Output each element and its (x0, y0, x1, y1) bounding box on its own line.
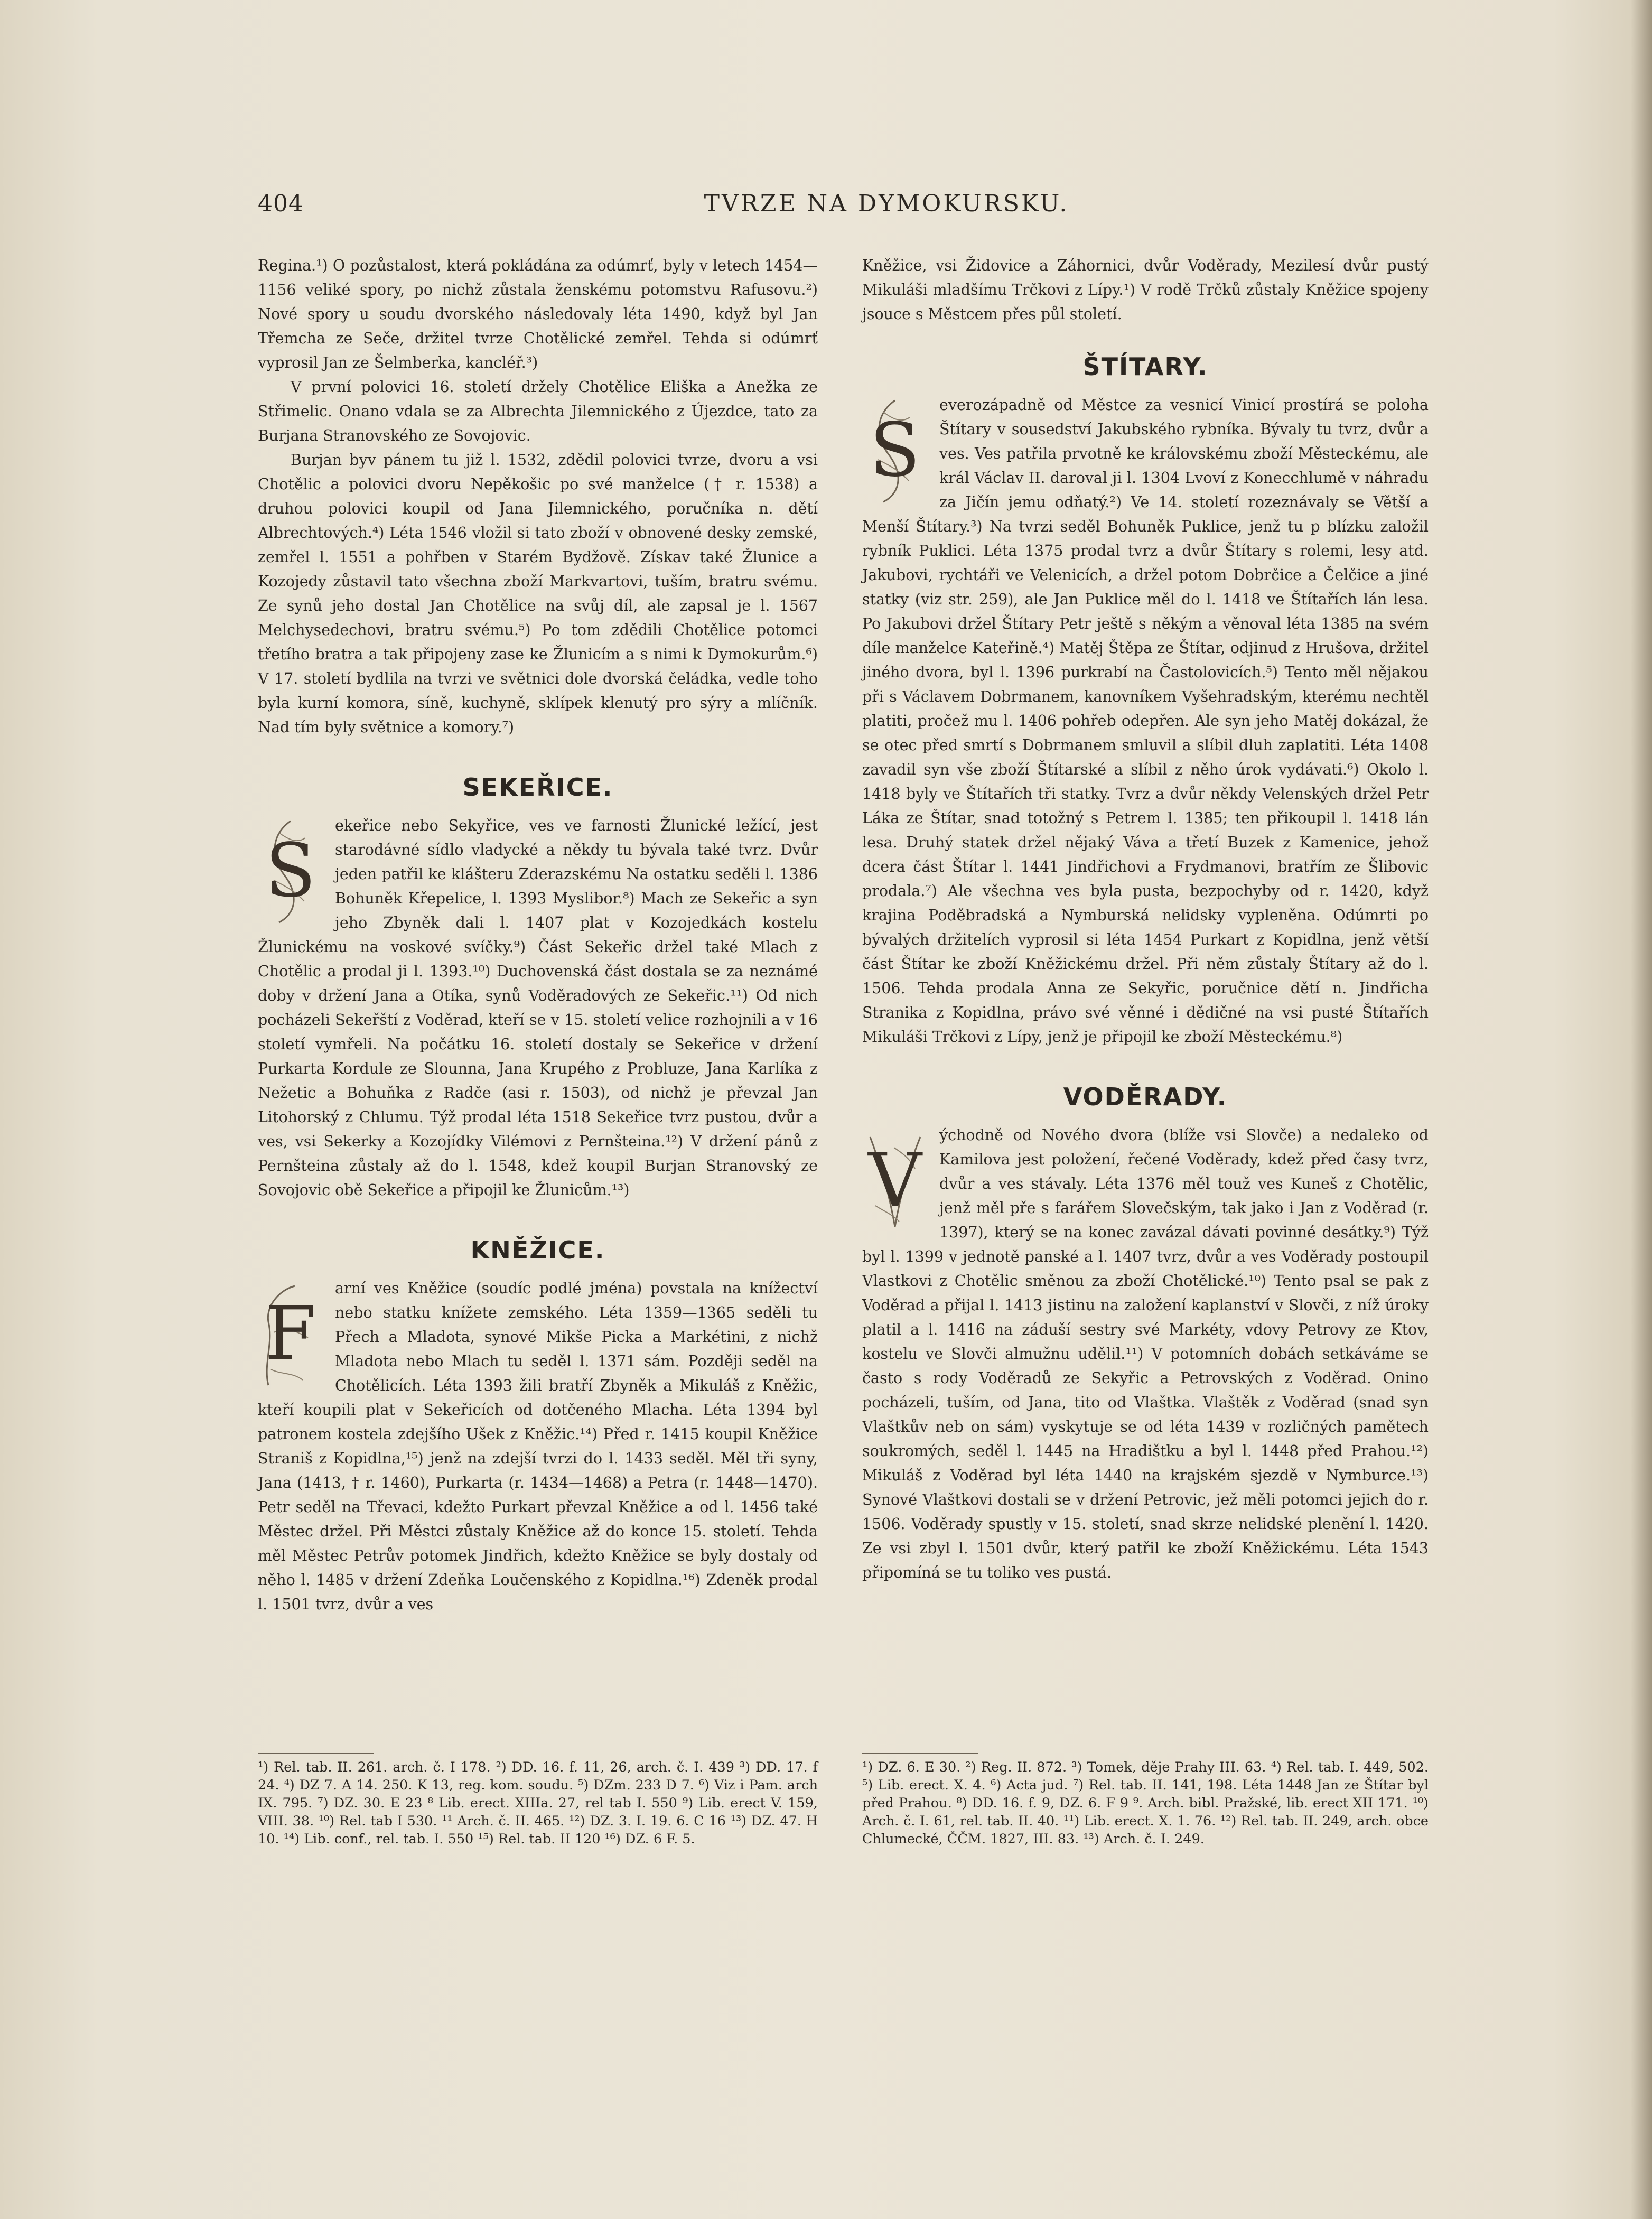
section-title-voderady: VODĚRADY. (1063, 1083, 1228, 1111)
ornamental-initial-s (258, 817, 323, 928)
paragraph: arní ves Kněžice (soudíc podlé jména) povstala na knížectví nebo statku knížete zemského. Léta 1359—1365 seděli tu Přech a Mladota, synové Mikše Picka a Markétini, z nichž Mladota nebo Mlach tu seděl l. 1371 sám. Později seděl na Chotělicích. Léta 1393 žili bratří Zbyněk a Mikuláš z Kněžic, kteří koupili plat v Sekeřicích od dotčeného Mlacha. Léta 1394 byl patronem kostela zdejšího Ušek z Kněžic.¹⁴) Před r. 1415 koupil Kněžice Straniš z Kopidlna,¹⁵) jenž na zdejší tvrzi do l. 1433 seděl. Měl tři syny, Jana (1413, † r. 1460), Purkarta (r. 1434—1468) a Petra (r. 1448—1470). Petr seděl na Třevaci, kdežto Purkart převzal Kněžice a od l. 1456 také Městec držel. Při Městci zůstaly Kněžice až do konce 15. století. Tehda měl Městec Petrův potomek Jindřich, kdežto Kněžice se byly dostaly od něho l. 1485 v držení Zdeňka Loučenského z Kopidlna.¹⁶) Zdeněk prodal l. 1501 tvrz, dvůr a ves (258, 1280, 818, 1613)
svg-text:S: S (870, 407, 920, 493)
left-column (258, 254, 818, 1617)
ornamental-initial-s (862, 396, 928, 507)
paragraph: Regina.¹) O pozůstalost, která pokládána za odúmrť, byly v letech 1454—1156 veliké spory, po nichž zůstala ženskému potomstvu Rafusovu.²) Nové spory u soudu dvorského následovaly léta 1490, když byl Jan Třemcha ze Seče, držitel tvrze Chotělické zemřel. Tehda si odúmrť vyprosil Jan ze Šelmberka, kancléř.³) (258, 257, 818, 371)
right-column (862, 254, 1429, 1585)
footnote-rule (258, 1753, 374, 1754)
footnotes-left: ¹) Rel. tab. II. 261. arch. č. I 178. ²) DD. 16. f. 11, 26, arch. č. I. 439 ³) DD. 17. f 24. ⁴) DZ 7. A 14. 250. K 13, reg. kom. soudu. ⁵) DZm. 233 D 7. ⁶) Viz i Pam. arch IX. 795. ⁷) DZ. 30. E 23 ⁸ Lib. erect. XIIIa. 27, rel tab I. 550 ⁹) Lib. erect V. 159, VIII. 38. ¹⁰) Rel. tab I 530. ¹¹ Arch. č. II. 465. ¹²) DZ. 3. I. 19. 6. C 16 ¹³) DZ. 47. H 10. ¹⁴) Lib. conf., rel. tab. I. 550 ¹⁵) Rel. tab. II 120 ¹⁶) DZ. 6 F. 5. (258, 1759, 818, 1847)
paragraph: everozápadně od Městce za vesnicí Vinicí prostírá se poloha Štítary v sousedství Jakubského rybníka. Bývaly tu tvrz, dvůr a ves. Ves patřila prvotně ke královskému zboží Městeckému, ale král Václav II. daroval ji l. 1304 Lvoví z Konecchlumě v náhradu za Jičín jemu odňatý.²) Ve 14. století rozeznávaly se Větší a Menší Štítary.³) Na tvrzi seděl Bohuněk Puklice, jenž tu p blízku založil rybník Puklici. Léta 1375 prodal tvrz a dvůr Štítary s rolemi, lesy atd. Jakubovi, rychtáři ve Velenicích, a držel potom Dobrčice a Čelčice a jiné statky (viz str. 259), ale Jan Puklice měl do l. 1418 ve Štítařích lán lesa. Po Jakubovi držel Štítary Petr ještě s někým a věnoval léta 1385 na svém díle manželce Kateřině.⁴) Matěj Štěpa ze Štítar, odjinud z Hrušova, držitel jiného dvora, byl l. 1396 purkrabí na Častolovicích.⁵) Tento měl nějakou při s Václavem Dobrmanem, kanovníkem Vyšehradským, kterému nechtěl platiti, pročež mu l. 1406 pohřeb odepřen. Ale syn jeho Matěj dokázal, že se otec před smrtí s Dobrmanem smluvil a slíbil dluh zaplatiti. Léta 1408 zavadil syn vše zboží Štítarské a slíbil z něho úrok vydávati.⁶) Okolo l. 1418 byly ve Štítařích tři statky. Tvrz a dvůr někdy Velenských držel Petr Láka ze Štítar, snad totožný s Petrem l. 1385; ten přikoupil l. 1418 lán lesa. Druhý statek držel nějaký Váva a třetí Buzek z Kamenice, jehož dcera část Štítar l. 1441 Jindřichovi a Frydmanovi, bratřím ze Šlibovic prodala.⁷) Ale všechna ves byla pusta, bezpochyby od r. 1420, když krajina Poděbradská a Nymburská nelidsky vypleněna. Odúmrti po bývalých držitelích vyprosil si léta 1454 Purkart z Kopidlna, jenž větší část Štítar ke zboží Kněžickému držel. Při něm zůstaly Štítary až do l. 1506. Tehda prodala Anna ze Sekyřic, poručnice dětí n. Jindřicha Stranika z Kopidlna, právo své věnné i dědičné na vsi pusté Štítařích Mikuláši Trčkovi z Lípy, jenž je připojil ke zboží Městeckému.⁸) (862, 396, 1429, 1046)
paragraph: Burjan byv pánem tu již l. 1532, zdědil polovici tvrze, dvoru a vsi Chotělic a polovici dvoru Nepěkošic po své manželce († r. 1538) a druhou polovici koupil od Jana Jilemnického, poručníka n. dětí Albrechtových.⁴) Léta 1546 vložil si tato zboží v obnovené desky zemské, zemřel l. 1551 a pohřben v Starém Bydžově. Získav také Žlunice a Kozojedy zůstavil tato všechna zboží Markvartovi, tuším, bratru svému. Ze synů jeho dostal Jan Chotělice na svůj díl, ale zapsal je l. 1567 Melchysedechovi, bratru svému.⁵) Po tom zdědili Chotělice potomci třetího bratra a tak připojeny zase ke Žlunicím a s nimi k Dymokurům.⁶) V 17. století bydlila na tvrzi ve světnici dole dvorská čeládka, vedle toho byla kurní komora, síně, kuchyně, sklípek klenutý pro sýry a mlíčník. Nad tím byly světnice a komory.⁷) (258, 451, 818, 736)
running-title: TVRZE NA DYMOKURSKU. (704, 190, 1069, 217)
paragraph: ekeřice nebo Sekyřice, ves ve farnosti Žlunické ležící, jest starodávné sídlo vladycké a někdy tu bývala také tvrz. Dvůr jeden patřil ke klášteru Zderazskému Na ostatku seděli l. 1386 Bohuněk Křepelice, l. 1393 Myslibor.⁸) Mach ze Sekeřic a syn jeho Zbyněk dali l. 1407 plat v Kozojedkách kostelu Žlunickému na voskové svíčky.⁹) Část Sekeřic držel také Mlach z Chotělic a prodal ji l. 1393.¹⁰) Duchovenská část dostala se za neznámé doby v držení Jana a Otíka, synů Voděradových ze Sekeřic.¹¹) Od nich pocházeli Sekeřští z Voděrad, kteří se v 15. století velice rozhojnili a v 16 století vymřeli. Na počátku 16. století dostaly se Sekeřice v držení Purkarta Kordule ze Slounna, Jana Krupého z Probluze, Jana Karlíka z Nežetic a Bohuňka z Radče (asi r. 1503), od nichž je převzal Jan Litohorský z Chlumu. Týž prodal léta 1518 Sekeřice tvrz pustou, dvůr a ves, vsi Sekerky a Kozojídky Vilémovi z Pernšteina.¹²) V držení pánů z Pernšteina zůstaly až do l. 1548, kdež koupil Burjan Stranovský ze Sovojovic obě Sekeřice a připojil ke Žlunicům.¹³) (258, 817, 818, 1199)
svg-text:F: F (265, 1291, 316, 1377)
running-head (258, 190, 1515, 222)
svg-text:V: V (868, 1138, 922, 1224)
section-title-knezice: KNĚŽICE. (470, 1236, 605, 1264)
section-title-sekerice: SEKEŘICE. (462, 773, 613, 801)
footnote-rule (862, 1753, 978, 1754)
section-title-stitary: ŠTÍTARY. (1082, 352, 1208, 381)
page-number: 404 (258, 190, 304, 217)
footnotes-right: ¹) DZ. 6. E 30. ²) Reg. II. 872. ³) Tomek, děje Prahy III. 63. ⁴) Rel. tab. I. 449, 502. ⁵) Lib. erect. X. 4. ⁶) Acta jud. ⁷) Rel. tab. II. 141, 198. Léta 1448 Jan ze Štítar byl před Prahou. ⁸) DD. 16. f. 9, DZ. 6. F 9 ⁹. Arch. bibl. Pražské, lib. erect XII 171. ¹⁰) Arch. č. I. 61, rel. tab. II. 40. ¹¹) Lib. erect. X. 1. 76. ¹²) Rel. tab. II. 249, arch. obce Chlumecké, ČČM. 1827, III. 83. ¹³) Arch. č. I. 249. (862, 1759, 1429, 1847)
svg-text:S: S (265, 828, 316, 914)
paragraph: Kněžice, vsi Židovice a Záhornici, dvůr Voděrady, Mezilesí dvůr pustý Mikuláši mladšímu Trčkovi z Lípy.¹) V rodě Trčků zůstaly Kněžice spojeny jsouce s Městcem přes půl století. (862, 257, 1429, 323)
paragraph: ýchodně od Nového dvora (blíže vsi Slovče) a nedaleko od Kamilova jest položení, řečené Voděrady, kdež před časy tvrz, dvůr a ves stávaly. Léta 1376 měl touž ves Kuneš z Chotělic, jenž měl pře s farářem Slovečským, tak jako i Jan z Voděrad (r. 1397), který se na konec zavázal dávati povinné desátky.⁹) Týž byl l. 1399 v jednotě panské a l. 1407 tvrz, dvůr a ves Voděrady postoupil Vlastkovi z Chotělic směnou za zboží Chotělické.¹⁰) Tento psal se pak z Voděrad a přijal l. 1413 jistinu na založení kaplanství v Slovči, z níž úroky platil a l. 1416 na záduší sestry své Markéty, vdovy Petrovy ze Ktov, kostelu ve Slovči almužnu udělil.¹¹) V potomních dobách setkáváme se často s rody Voděradů ze Sekyřic a Petrovských z Voděrad. Onino pocházeli, tuším, od Jana, tito od Vlaštka. Vlaštěk z Voděrad (snad syn Vlaštkův neb on sám) vyskytuje se od léta 1439 v rozličných pamětech soukromých, seděl l. 1445 na Hradištku a byl l. 1448 před Prahou.¹²) Mikuláš z Voděrad byl léta 1440 na krajském sjezdě v Nymburce.¹³) Synové Vlaštkovi dostali se v držení Petrovic, jež měli potomci jejich do r. 1506. Voděrady spustly v 15. století, snad skrze nelidské plenění l. 1420. Ze vsi zbyl l. 1501 dvůr, který patřil ke zboží Kněžickému. Léta 1543 připomíná se tu toliko ves pustá. (862, 1126, 1429, 1581)
paragraph: V první polovici 16. století držely Chotělice Eliška a Anežka ze Střimelic. Onano vdala se za Albrechta Jilemnického z Újezdce, tato za Burjana Stranovského ze Sovojovic. (258, 378, 818, 444)
ornamental-initial-v (862, 1126, 928, 1237)
ornamental-initial-f (258, 1280, 323, 1391)
page-gutter-shadow (1631, 0, 1652, 2219)
